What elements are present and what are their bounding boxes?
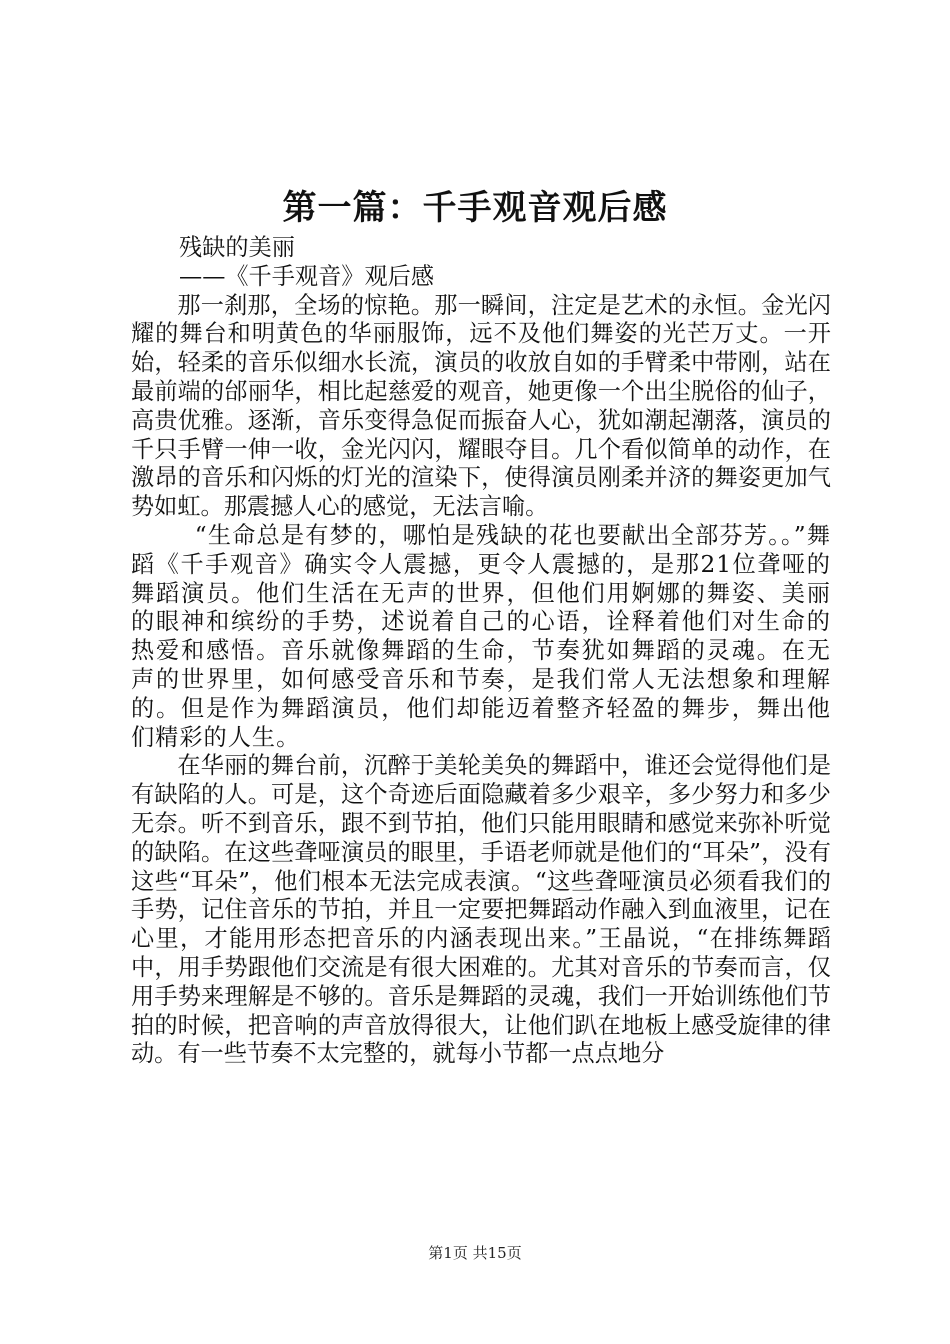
page-number-footer: 第1页 共15页 <box>428 1244 522 1262</box>
paragraph-2: “生命总是有梦的，哪怕是残缺的花也要献出全部芬芳。。”舞蹈《千手观音》确实令人震撼，更令人震撼的，是那21位聋哑的舞蹈演员。他们生活在无声的世界，但他们用婀娜的舞姿、美丽的眼神和缤纷的手势，述说着自己的心语，诠释着他们对生命的热爱和感悟。音乐就像舞蹈的生命，节奏犹如舞蹈的灵魂。在无声的世界里，如何感受音乐和节奏，是我们常人无法想象和理解的。但是作为舞蹈演员，他们却能迈着整齐轻盈的舞步，舞出他们精彩的人生。 <box>131 521 831 751</box>
paragraph-1: 那一刹那，全场的惊艳。那一瞬间，注定是艺术的永恒。金光闪耀的舞台和明黄色的华丽服饰，远不及他们舞姿的光芒万丈。一开始，轻柔的音乐似细水长流，演员的收放自如的手臂柔中带刚，站在最前端的邰丽华，相比起慈爱的观音，她更像一个出尘脱俗的仙子，高贵优雅。逐渐，音乐变得急促而振奋人心，犹如潮起潮落，演员的千只手臂一伸一收，金光闪闪，耀眼夺目。几个看似简单的动作，在激昂的音乐和闪烁的灯光的渲染下，使得演员刚柔并济的舞姿更加气势如虹。那震撼人心的感觉，无法言喻。 <box>131 291 831 521</box>
document-title: 第一篇：千手观音观后感 <box>282 188 668 228</box>
document-body <box>131 234 831 1069</box>
document-subtitle: 残缺的美丽 <box>179 234 295 261</box>
paragraph-3: 在华丽的舞台前，沉醉于美轮美奂的舞蹈中，谁还会觉得他们是有缺陷的人。可是，这个奇迹后面隐藏着多少艰辛，多少努力和多少无奈。听不到音乐，跟不到节拍，他们只能用眼睛和感觉来弥补听觉的缺陷。在这些聋哑演员的眼里，手语老师就是他们的“耳朵”，没有这些“耳朵”，他们根本无法完成表演。“这些聋哑演员必须看我们的手势，记住音乐的节拍，并且一定要把舞蹈动作融入到血液里，记在心里，才能用形态把音乐的内涵表现出来。”王晶说，“在排练舞蹈中，用手势跟他们交流是有很大困难的。尤其对音乐的节奏而言，仅用手势来理解是不够的。音乐是舞蹈的灵魂，我们一开始训练他们节拍的时候，把音响的声音放得很大，让他们趴在地板上感受旋律的律动。有一些节奏不太完整的，就每小节都一点点地分 <box>131 752 831 1068</box>
document-byline: ——《千手观音》观后感 <box>179 262 435 290</box>
